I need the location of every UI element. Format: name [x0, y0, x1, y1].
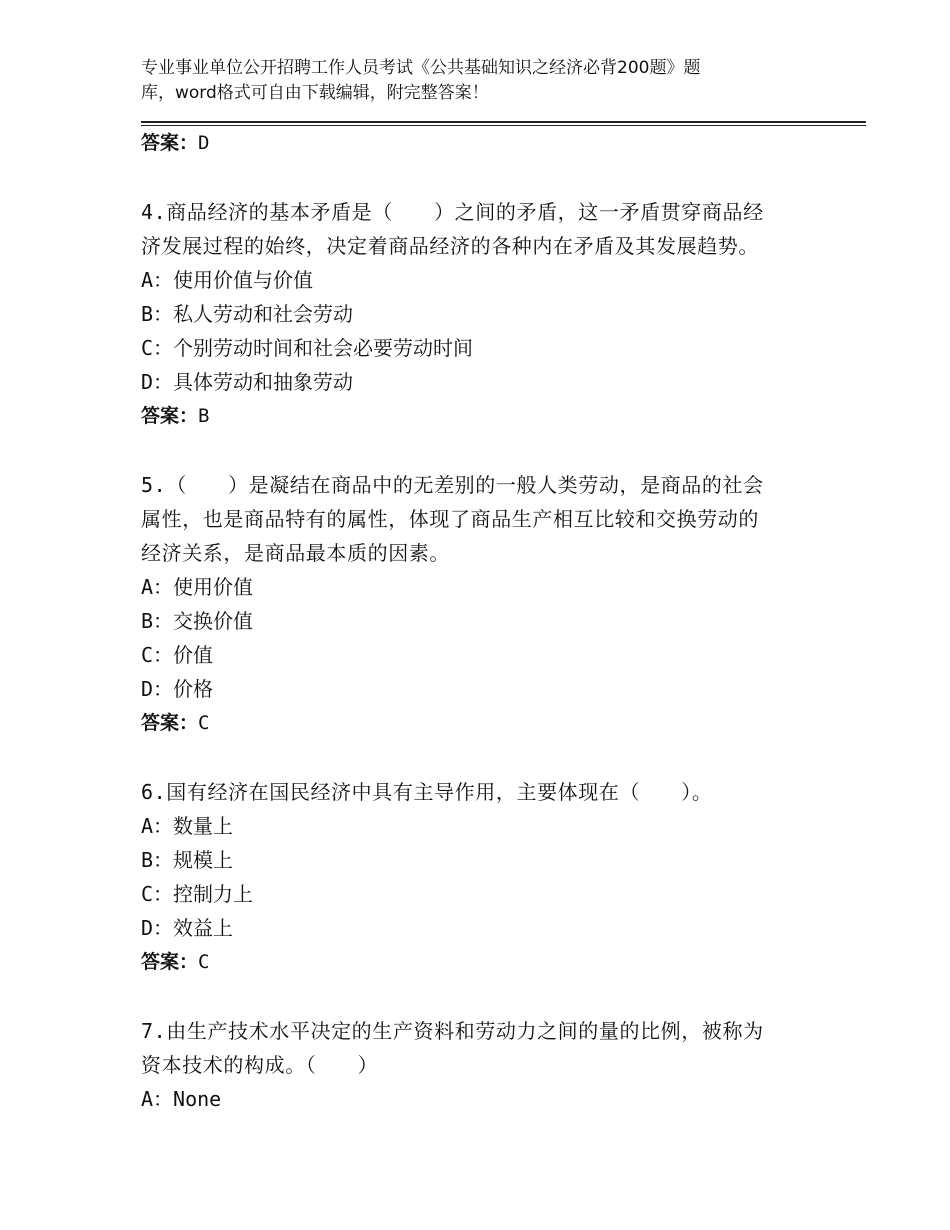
question-text-line: 经济关系，是商品最本质的因素。	[141, 541, 450, 565]
question-block	[141, 195, 806, 433]
question-block	[141, 1014, 806, 1116]
question-text-line: 5.（ ）是凝结在商品中的无差别的一般人类劳动，是商品的社会	[141, 473, 764, 497]
question-text-line: 4.商品经济的基本矛盾是（ ）之间的矛盾，这一矛盾贯穿商品经	[141, 200, 764, 224]
answer-label: 答案：	[141, 132, 199, 154]
answer-line	[141, 706, 806, 740]
answer-value: B	[198, 405, 210, 427]
question-text-line: 资本技术的构成。（ ）	[141, 1053, 379, 1077]
document-body	[141, 126, 806, 1116]
option-c: C：控制力上	[141, 882, 254, 906]
option-a: A：None	[141, 1087, 222, 1111]
answer-label: 答案：	[141, 712, 199, 734]
question-text-line: 6.国有经济在国民经济中具有主导作用，主要体现在（ ）。	[141, 780, 713, 804]
option-d: D：价格	[141, 677, 214, 701]
question-text-line: 属性，也是商品特有的属性，体现了商品生产相互比较和交换劳动的	[141, 507, 759, 531]
answer-line	[141, 399, 806, 433]
option-a: A：使用价值与价值	[141, 268, 314, 292]
answer-line	[141, 945, 806, 979]
answer-label: 答案：	[141, 405, 199, 427]
question-text-line: 济发展过程的始终，决定着商品经济的各种内在矛盾及其发展趋势。	[141, 234, 759, 258]
option-a: A：使用价值	[141, 575, 254, 599]
document-header	[141, 56, 781, 106]
option-d: D：效益上	[141, 916, 234, 940]
option-c: C：价值	[141, 643, 214, 667]
header-line-2: 库，word格式可自由下载编辑，附完整答案！	[141, 83, 489, 103]
header-divider-thick	[141, 121, 866, 123]
answer-value: C	[198, 712, 210, 734]
answer-value: D	[198, 132, 210, 154]
question-block	[141, 775, 806, 979]
header-line-1: 专业事业单位公开招聘工作人员考试《公共基础知识之经济必背200题》题	[141, 58, 701, 78]
question-block	[141, 468, 806, 740]
option-c: C：个别劳动时间和社会必要劳动时间	[141, 336, 474, 360]
answer-value: C	[198, 951, 210, 973]
option-a: A：数量上	[141, 814, 234, 838]
question-text-line: 7.由生产技术水平决定的生产资料和劳动力之间的量的比例，被称为	[141, 1019, 764, 1043]
option-b: B：规模上	[141, 848, 234, 872]
answer-label: 答案：	[141, 951, 199, 973]
option-b: B：私人劳动和社会劳动	[141, 302, 354, 326]
option-d: D：具体劳动和抽象劳动	[141, 370, 354, 394]
option-b: B：交换价值	[141, 609, 254, 633]
answer-line	[141, 126, 806, 160]
